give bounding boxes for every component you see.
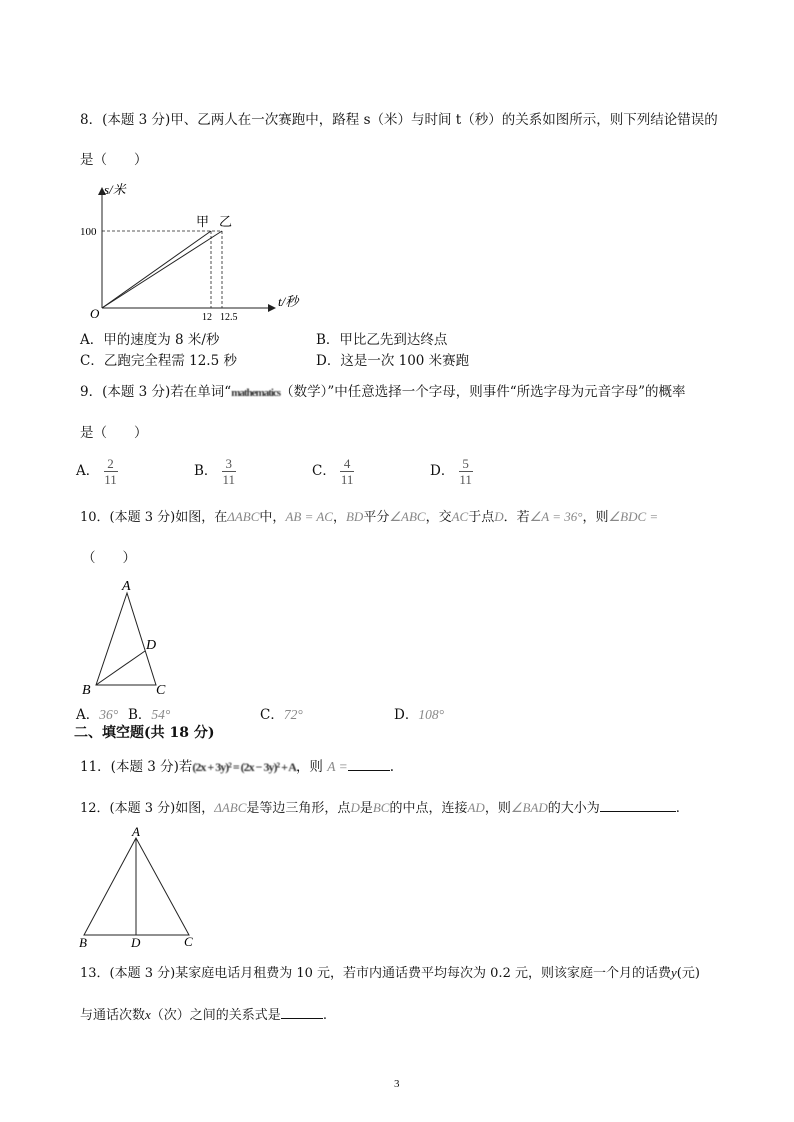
- math-angle-bdc: ∠BDC =: [608, 509, 659, 524]
- math-d: D: [350, 800, 360, 815]
- math-triangle-abc: ΔABC: [227, 509, 260, 524]
- q9-stem-line2: 是（ ）: [80, 425, 148, 441]
- q8-distance-time-graph: [80, 178, 310, 328]
- label-b: B: [82, 683, 91, 698]
- q11-stem: [80, 755, 394, 775]
- math-angle-abc: ∠ABC: [389, 509, 426, 524]
- math-angle-a: ∠A = 36°: [529, 509, 583, 524]
- q9-option-d-fraction: [459, 457, 473, 486]
- t: 12．(本题 3 分)如图，: [80, 801, 215, 816]
- q10-option-d: [394, 703, 444, 723]
- q13-stem-line2: [80, 1004, 327, 1023]
- math-x: x: [145, 1007, 151, 1022]
- t: 的中点，连接: [389, 801, 468, 816]
- numerator: 4: [343, 456, 351, 471]
- q10-option-c-value: 72°: [283, 707, 303, 722]
- section-title-fill-in: 二、填空题(共 18 分): [74, 725, 215, 741]
- q9-option-b: [194, 457, 236, 486]
- q8-option-d: D．这是一次 100 米赛跑: [316, 353, 470, 369]
- t: ，则: [295, 759, 323, 775]
- t: 于点: [468, 510, 495, 525]
- t: 是等边三角形，点: [246, 801, 351, 816]
- q12-stem: [80, 797, 680, 816]
- t: 13．(本题 3 分)某家庭电话月租费为 10 元，若市内通话费平均每次为 0.2 元，则该家庭一个月的话费: [80, 966, 671, 981]
- numerator: 5: [462, 456, 469, 471]
- math-ab-eq-ac: AB = AC: [285, 509, 333, 524]
- q12-equilateral-figure: [76, 822, 206, 950]
- t: ，则: [582, 510, 609, 525]
- line-yi: [102, 231, 222, 308]
- origin-label: O: [90, 306, 100, 321]
- page-number: 3: [394, 1078, 400, 1090]
- q10-option-b: [128, 703, 170, 723]
- q10-option-c-label: C．: [260, 707, 284, 723]
- t: 11．(本题 3 分)若: [80, 759, 193, 775]
- q10-option-d-label: D．: [394, 707, 419, 723]
- q10-option-a-label: A．: [76, 707, 100, 723]
- q9-option-b-label: B．: [194, 463, 218, 479]
- t: 的大小为: [547, 801, 600, 816]
- q11-answer-blank[interactable]: [348, 758, 390, 771]
- q13-answer-blank[interactable]: [281, 1006, 323, 1019]
- q9-option-c: [312, 457, 354, 486]
- numerator: 2: [107, 456, 114, 471]
- q9-option-b-fraction: [222, 457, 236, 486]
- q9-option-d-label: D．: [430, 463, 455, 479]
- q8-option-c: C．乙跑完全程需 12.5 秒: [80, 353, 237, 369]
- denominator: 11: [340, 472, 354, 487]
- math-bd: BD: [345, 509, 364, 524]
- label-c: C: [156, 683, 166, 698]
- t: ，交: [425, 510, 452, 525]
- label-d: D: [131, 935, 141, 950]
- t: 10．(本题 3 分)如图，在: [80, 510, 228, 525]
- math-ac: AC: [451, 509, 469, 524]
- label-a: A: [132, 824, 140, 839]
- math-d: D: [494, 509, 504, 524]
- q10-option-b-label: B．: [128, 707, 152, 723]
- math-triangle-abc: ΔABC: [214, 800, 247, 815]
- label-a: A: [122, 579, 131, 594]
- denominator: 11: [104, 472, 117, 487]
- t: (元): [676, 966, 700, 981]
- q10-option-a-value: 36°: [99, 707, 119, 722]
- t: .: [675, 801, 680, 816]
- t: 是: [359, 801, 373, 816]
- q10-option-b-value: 54°: [151, 707, 171, 722]
- q10-option-d-value: 108°: [418, 707, 444, 722]
- q11-formula-image: (2x + 3y)² = (2x − 3y)² + A: [192, 760, 296, 774]
- q9-option-a-fraction: [104, 457, 118, 486]
- q8-stem-line2: 是（ ）: [80, 152, 148, 168]
- label-yi: 乙: [219, 214, 233, 229]
- label-d: D: [146, 638, 157, 653]
- q9-option-c-label: C．: [312, 463, 336, 479]
- t: ，: [332, 510, 346, 525]
- t: ．若: [503, 510, 530, 525]
- q10-stem-line2: （ ）: [82, 550, 136, 566]
- t: 中，: [259, 510, 286, 525]
- x-tick-12_5: 12.5: [220, 312, 238, 323]
- t: 与通话次数: [80, 1008, 146, 1023]
- denominator: 11: [459, 472, 472, 487]
- label-c: C: [184, 934, 193, 949]
- q9-stem-line1: [80, 380, 686, 400]
- math-a-eq: A =: [327, 759, 348, 774]
- q13-stem-line1: [80, 962, 700, 981]
- x-tick-12: 12: [202, 312, 212, 323]
- math-ad: AD: [467, 800, 485, 815]
- x-axis-label: t/秒: [278, 294, 299, 309]
- t: （次）之间的关系式是: [150, 1008, 281, 1023]
- label-jia: 甲: [196, 214, 210, 229]
- q8-option-b: B．甲比乙先到达终点: [316, 332, 448, 348]
- q9-option-c-fraction: [340, 457, 354, 486]
- t: ，则: [484, 801, 511, 816]
- math-y: y: [670, 965, 677, 980]
- label-b: B: [79, 935, 87, 950]
- y-axis-label: s/米: [104, 182, 126, 197]
- math-angle-bad: ∠BAD: [510, 800, 548, 815]
- segment-bd: [96, 651, 145, 685]
- t: 平分: [363, 510, 390, 525]
- q10-triangle-figure: [78, 575, 178, 700]
- math-bc: BC: [372, 800, 390, 815]
- q8-option-a: A．甲的速度为 8 米/秒: [80, 332, 220, 348]
- q9-text-post: （数学）”中任意选择一个字母，则事件“所选字母为元音字母”的概率: [280, 384, 686, 400]
- q10-stem-line1: [80, 506, 658, 525]
- q10-option-a: [76, 703, 118, 723]
- t: .: [322, 1008, 327, 1023]
- q9-option-d: [430, 457, 473, 486]
- q9-word-image: mathematics: [231, 387, 281, 399]
- y-tick-100: 100: [80, 226, 97, 238]
- q8-stem-line1: 8．(本题 3 分)甲、乙两人在一次赛跑中，路程 s（米）与时间 t（秒）的关系如图所示，则下列结论错误的: [80, 112, 718, 128]
- q9-option-a: [76, 457, 118, 486]
- denominator: 11: [222, 472, 235, 487]
- line-jia: [102, 231, 211, 308]
- q10-option-c: [260, 703, 303, 723]
- numerator: 3: [225, 456, 232, 471]
- q9-text-pre: 9．(本题 3 分)若在单词“: [80, 384, 232, 400]
- q12-answer-blank[interactable]: [600, 799, 676, 812]
- t: .: [389, 759, 395, 775]
- q9-option-a-label: A．: [76, 463, 100, 479]
